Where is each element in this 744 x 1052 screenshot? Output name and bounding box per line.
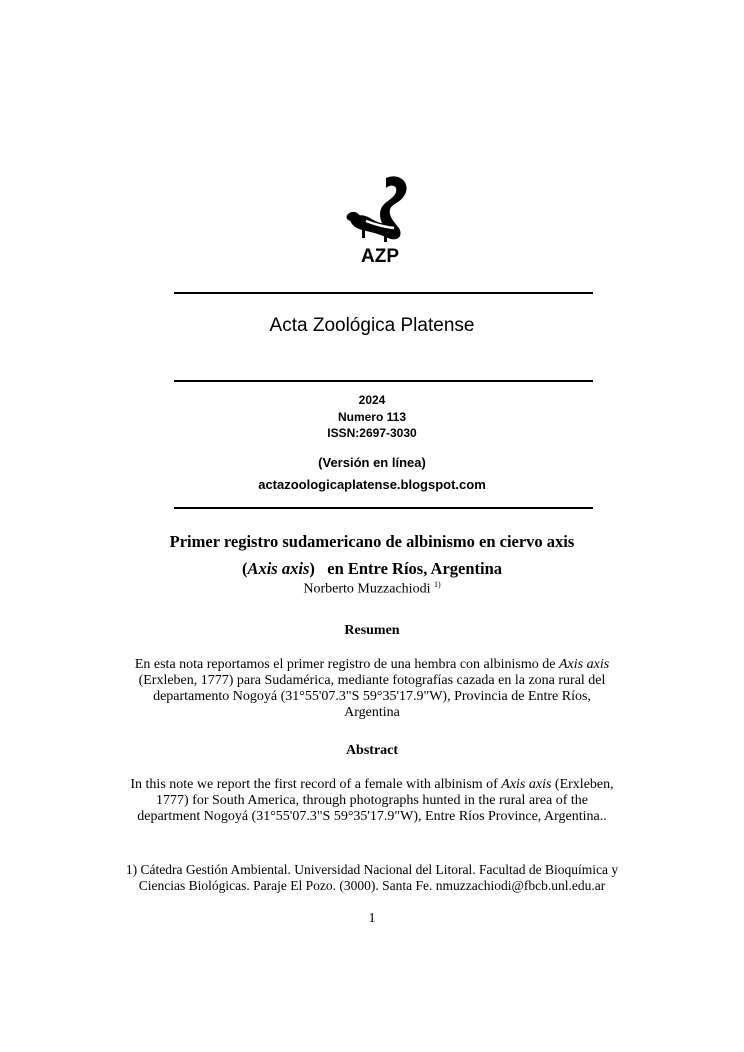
resumen-line: (Erxleben, 1777) para Sudamérica, mediante fotografías cazada en la zona rural del [138,673,606,688]
skunk-icon [340,174,420,266]
article-title-species: Axis axis [247,559,310,578]
journal-website: actazoologicaplatense.blogspot.com [258,477,486,492]
journal-logo [340,174,420,266]
logo-text: AZP [361,246,399,266]
author-name: Norberto Muzzachiodi [303,581,431,597]
publication-year: 2024 [358,393,386,407]
resumen-line: Argentina [344,705,400,720]
page-number: 1 [368,911,376,926]
article-title-line1: Primer registro sudamericano de albinismo en ciervo axis [169,532,575,551]
divider-bottom [174,507,593,509]
journal-title: Acta Zoológica Platense [269,315,475,336]
abstract-species: Axis axis [501,777,552,792]
author-affiliation-mark: 1) [433,580,441,589]
resumen-text [110,657,634,721]
footnote-line: 1) Cátedra Gestión Ambiental. Universidad Nacional del Litoral. Facultad de Bioquímica y [125,862,619,877]
article-title [0,528,744,582]
abstract-line: 1777) for South America, through photographs hunted in the rural area of the [156,793,588,808]
author [0,580,744,598]
issue-number: Numero 113 [337,410,407,424]
resumen-species: Axis axis [559,657,610,672]
online-version-label: (Versión en línea) [318,455,426,470]
abstract-line: In this note we report the first record of a female with albinism of Axis axis (Erxleben, [130,777,614,792]
abstract-line: department Nogoyá (31°55'07.3"S 59°35'17.9"W), Entre Ríos Province, Argentina.. [137,809,607,824]
resumen-line: departamento Nogoyá (31°55'07.3"S 59°35'17.9"W), Provincia de Entre Ríos, [153,689,591,704]
divider-top [174,292,593,294]
abstract-heading: Abstract [345,743,399,758]
issn: ISSN:2697-3030 [327,426,417,440]
divider-middle [174,380,593,382]
resumen-line: En esta nota reportamos el primer registro de una hembra con albinismo de Axis axis [134,657,610,672]
resumen-heading: Resumen [344,623,400,638]
abstract-text [100,777,644,825]
affiliation-footnote [100,862,644,894]
article-title-location: en Entre Ríos, Argentina [327,559,503,578]
footnote-line: Ciencias Biológicas. Paraje El Pozo. (3000). Santa Fe. nmuzzachiodi@fbcb.unl.edu.ar [138,878,606,893]
article-title-line2: (Axis axis) en Entre Ríos, Argentina [241,559,503,578]
